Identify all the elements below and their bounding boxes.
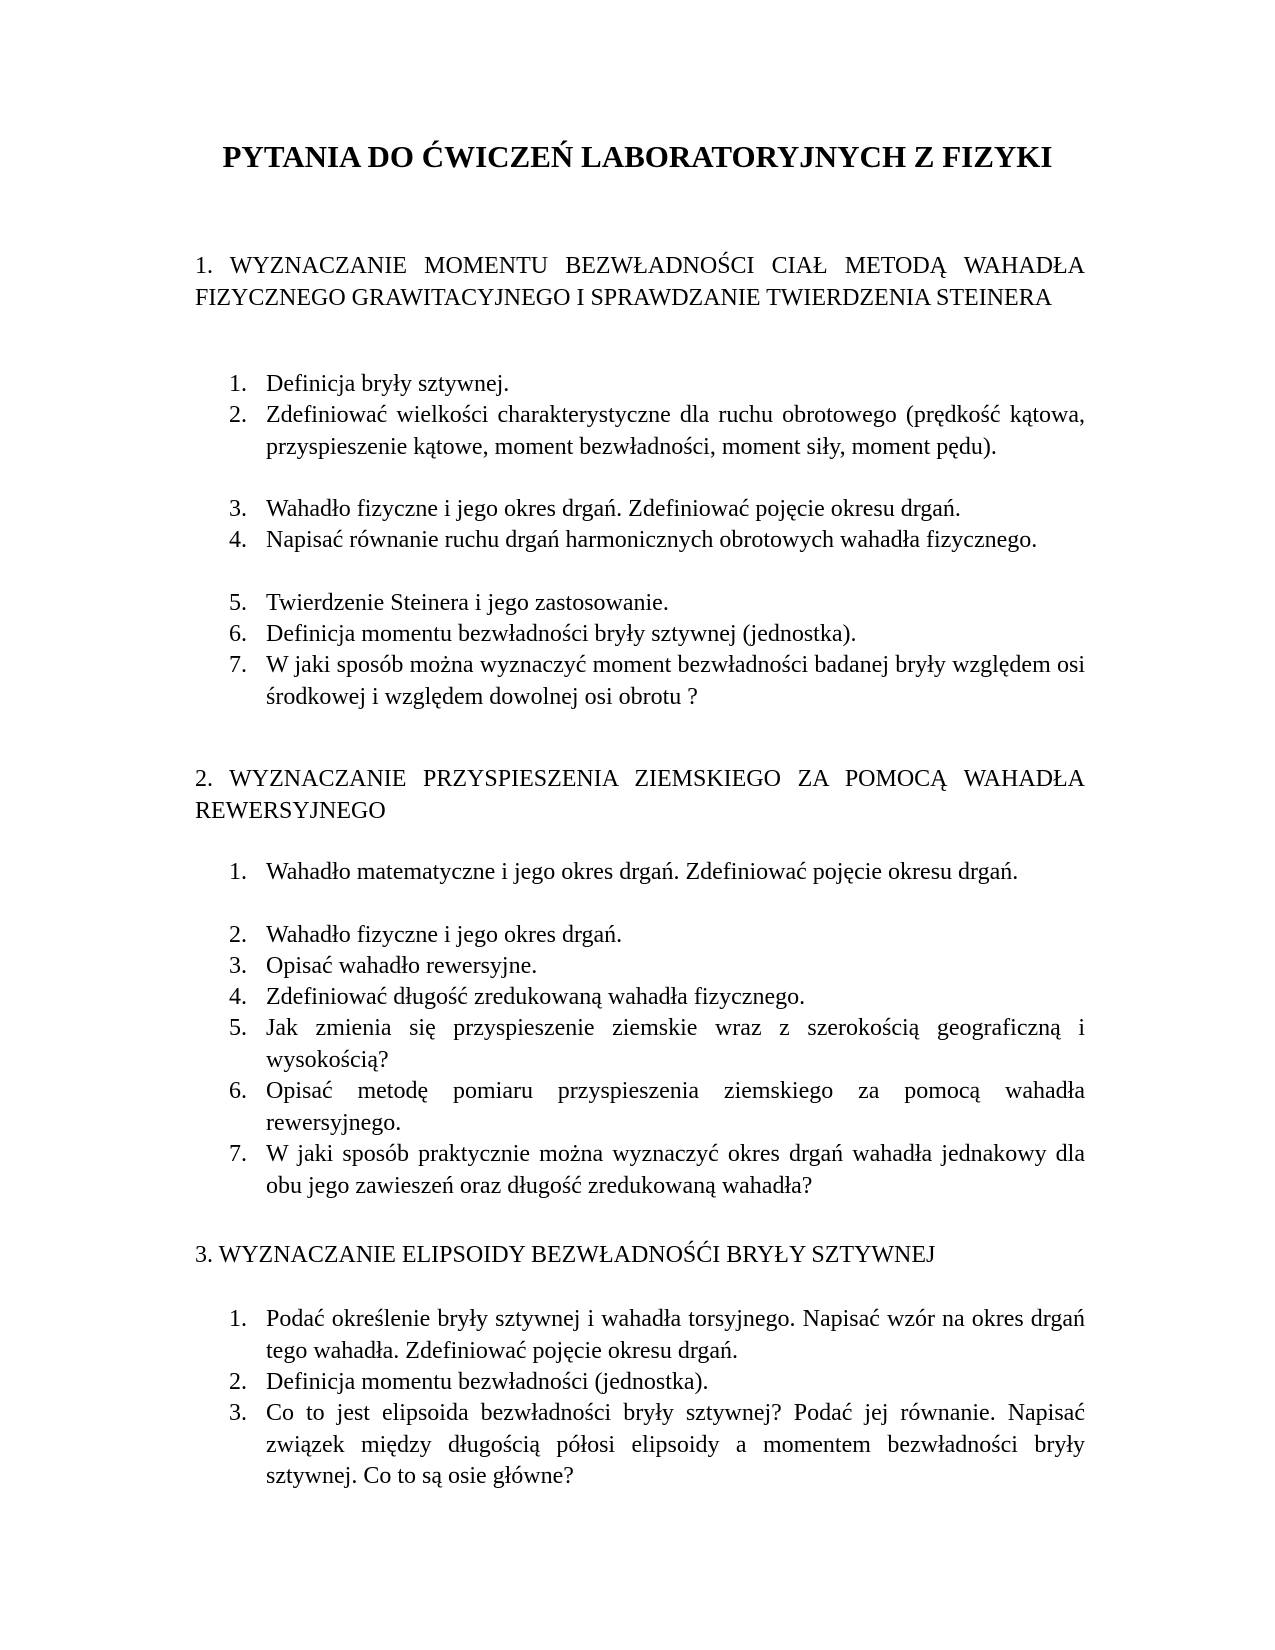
section-2-heading: 2. WYZNACZANIE PRZYSPIESZENIA ZIEMSKIEGO ZA POMOCĄ WAHADŁA REWERSYJNEGO [195,766,1085,824]
list-item [195,588,1085,620]
list-item [195,1076,1085,1139]
list-item [195,920,1085,952]
item-text: W jaki sposób praktycznie można wyznaczyć okres drgań wahadła jednakowy dla obu jego zawieszeń oraz długość zredukowaną wahadła? [266,1141,1085,1199]
document-title: PYTANIA DO ĆWICZEŃ LABORATORYJNYCH Z FIZYKI [222,139,1053,174]
item-text: Jak zmienia się przyspieszenie ziemskie wraz z szerokością geograficzną i wysokością? [266,1015,1085,1073]
section-1-heading: 1. WYZNACZANIE MOMENTU BEZWŁADNOŚCI CIAŁ METODĄ WAHADŁA FIZYCZNEGO GRAWITACYJNEGO I SPRAWDZANIE TWIERDZENIA STEINERA [195,253,1085,311]
list-item [195,494,1085,526]
item-number: 6. [229,621,247,647]
item-number: 1. [229,371,247,397]
list-item [195,1139,1085,1202]
item-text: Wahadło matematyczne i jego okres drgań. Zdefiniować pojęcie okresu drgań. [266,859,1019,885]
item-number: 6. [229,1078,247,1104]
item-text: Definicja momentu bezwładności (jednostka). [266,1369,709,1395]
list-item [195,857,1085,889]
item-number: 2. [229,402,247,428]
list-item [195,1367,1085,1399]
item-number: 1. [229,859,247,885]
item-number: 3. [229,1400,247,1426]
item-text: W jaki sposób można wyznaczyć moment bezwładności badanej bryły względem osi środkowej i względem dowolnej osi obrotu ? [266,652,1085,710]
item-number: 3. [229,953,247,979]
item-text: Definicja bryły sztywnej. [266,371,510,397]
item-text: Napisać równanie ruchu drgań harmonicznych obrotowych wahadła fizycznego. [266,527,1038,553]
section-3-heading: 3. WYZNACZANIE ELIPSOIDY BEZWŁADNOŚĆI BRYŁY SZTYWNEJ [195,1242,936,1268]
item-text: Co to jest elipsoida bezwładności bryły sztywnej? Podać jej równanie. Napisać związek między długością półosi elipsoidy a momentem bezwładności bryły sztywnej. Co to są osie główne? [266,1400,1085,1489]
list-item [195,619,1085,651]
item-number: 3. [229,496,247,522]
item-number: 2. [229,1369,247,1395]
item-text: Opisać wahadło rewersyjne. [266,953,538,979]
list-item [195,1013,1085,1076]
item-number: 7. [229,652,247,678]
item-text: Twierdzenie Steinera i jego zastosowanie. [266,590,669,616]
item-text: Wahadło fizyczne i jego okres drgań. Zdefiniować pojęcie okresu drgań. [266,496,961,522]
item-number: 4. [229,527,247,553]
item-number: 2. [229,922,247,948]
item-text: Zdefiniować wielkości charakterystyczne dla ruchu obrotowego (prędkość kątowa, przyspieszenie kątowe, moment bezwładności, moment siły, moment pędu). [266,402,1085,460]
item-text: Wahadło fizyczne i jego okres drgań. [266,922,623,948]
list-item [195,951,1085,983]
item-number: 7. [229,1141,247,1167]
list-item [195,1398,1085,1493]
list-item [195,400,1085,463]
item-number: 1. [229,1306,247,1332]
item-text: Podać określenie bryły sztywnej i wahadła torsyjnego. Napisać wzór na okres drgań tego wahadła. Zdefiniować pojęcie okresu drgań. [266,1306,1085,1364]
item-text: Definicja momentu bezwładności bryły sztywnej (jednostka). [266,621,857,647]
item-number: 4. [229,984,247,1010]
list-item [195,650,1085,713]
item-text: Zdefiniować długość zredukowaną wahadła fizycznego. [266,984,806,1010]
list-item [195,1304,1085,1367]
list-item [195,369,1085,401]
list-item [195,982,1085,1014]
list-item [195,525,1085,557]
item-number: 5. [229,590,247,616]
item-text: Opisać metodę pomiaru przyspieszenia ziemskiego za pomocą wahadła rewersyjnego. [266,1078,1085,1136]
item-number: 5. [229,1015,247,1041]
